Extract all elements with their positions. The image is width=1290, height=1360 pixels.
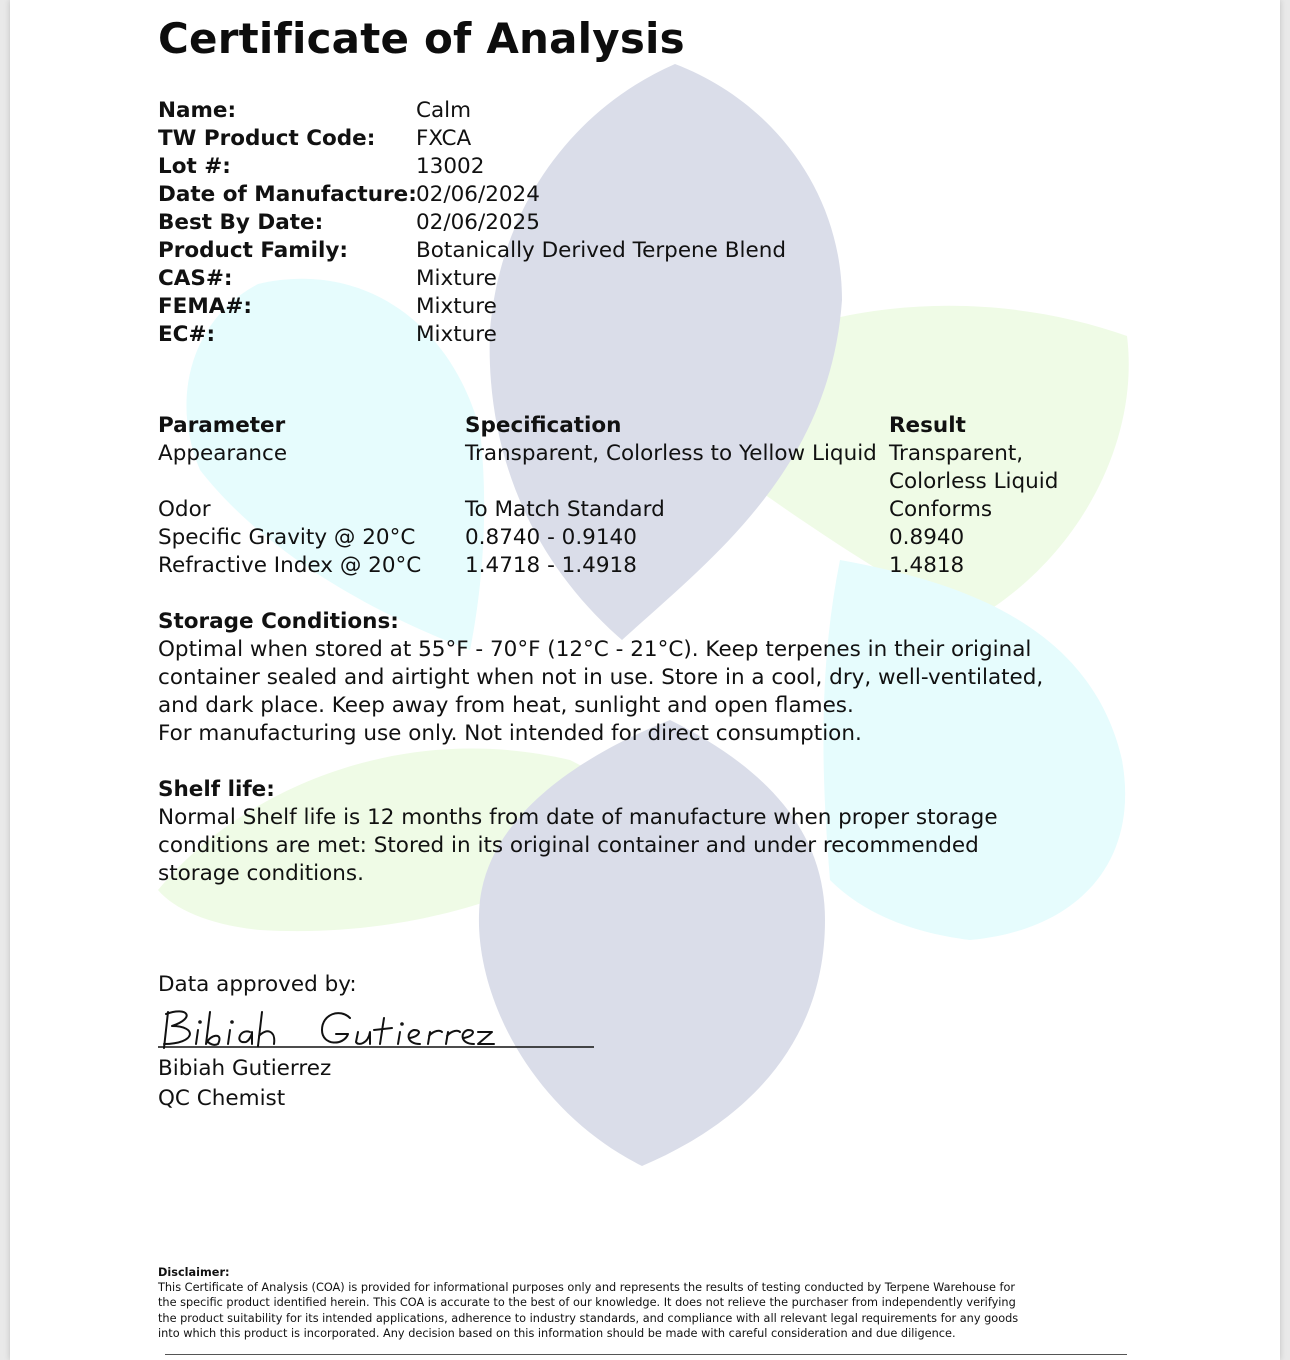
- info-row-product-code: [158, 125, 786, 153]
- cell-specification: 1.4718 - 1.4918: [465, 553, 637, 578]
- product-info-list: [158, 97, 786, 349]
- info-row-lot: [158, 153, 786, 181]
- info-row-fema: [158, 293, 786, 321]
- bottom-divider: [165, 1354, 1127, 1355]
- cell-result: Transparent, Colorless Liquid: [889, 441, 1059, 494]
- info-label: TW Product Code:: [158, 126, 376, 151]
- cell-parameter: Appearance: [158, 441, 288, 466]
- disclaimer-line: the specific product identified herein. This COA is accurate to the best of our knowledge. It does not relieve the purchaser from independently verifying: [158, 1296, 1016, 1310]
- table-row: [158, 524, 1089, 552]
- column-header-specification: Specification: [465, 413, 622, 438]
- signer-name: Bibiah Gutierrez: [158, 1056, 332, 1081]
- storage-line: Optimal when stored at 55°F - 70°F (12°C - 21°C). Keep terpenes in their original: [158, 637, 1032, 662]
- cell-parameter: Refractive Index @ 20°C: [158, 553, 422, 578]
- shelf-life-line: conditions are met: Stored in its original container and under recommended: [158, 833, 979, 858]
- info-value: Botanically Derived Terpene Blend: [416, 238, 786, 263]
- table-header-row: [158, 412, 1089, 440]
- storage-conditions-section: [158, 608, 1138, 748]
- info-value: 02/06/2024: [416, 182, 540, 207]
- info-label: Best By Date:: [158, 210, 324, 235]
- info-label: FEMA#:: [158, 294, 253, 319]
- info-value: Mixture: [416, 294, 497, 319]
- table-row: [158, 496, 1089, 524]
- info-value: FXCA: [416, 126, 472, 151]
- info-row-cas: [158, 265, 786, 293]
- info-label: Product Family:: [158, 238, 349, 263]
- approval-label: Data approved by:: [158, 972, 357, 997]
- cell-result: Conforms: [889, 497, 993, 522]
- info-label: EC#:: [158, 322, 216, 347]
- shelf-life-title: Shelf life:: [158, 777, 275, 802]
- info-row-manufacture-date: [158, 181, 786, 209]
- disclaimer-line: the product suitability for its intended applications, adherence to industry standards, and compliance with all relevant legal requirements for any goods: [158, 1311, 1019, 1325]
- cell-result: 1.4818: [889, 553, 965, 578]
- table-row: [158, 552, 1089, 580]
- info-value: 02/06/2025: [416, 210, 540, 235]
- cell-parameter: Specific Gravity @ 20°C: [158, 525, 416, 550]
- info-row-product-family: [158, 237, 786, 265]
- info-label: Lot #:: [158, 154, 231, 179]
- disclaimer-line: into which this product is incorporated. Any decision based on this information should be made with careful consideration and due diligence.: [158, 1326, 956, 1340]
- cell-specification: To Match Standard: [465, 497, 665, 522]
- info-value: Calm: [416, 98, 472, 123]
- info-row-best-by: [158, 209, 786, 237]
- disclaimer-title: Disclaimer:: [158, 1266, 230, 1279]
- storage-line: container sealed and airtight when not in use. Store in a cool, dry, well-ventilated,: [158, 665, 1044, 690]
- shelf-life-line: storage conditions.: [158, 861, 364, 886]
- cell-specification: Transparent, Colorless to Yellow Liquid: [465, 441, 877, 466]
- shelf-life-section: [158, 776, 1138, 888]
- document-content: [10, 0, 1280, 1360]
- info-value: 13002: [416, 154, 485, 179]
- disclaimer-line: This Certificate of Analysis (COA) is provided for informational purposes only and represents the results of testing conducted by Terpene Warehouse for: [158, 1281, 1016, 1295]
- signer-role: QC Chemist: [158, 1086, 286, 1111]
- info-value: Mixture: [416, 322, 497, 347]
- storage-line: and dark place. Keep away from heat, sunlight and open flames.: [158, 693, 854, 718]
- document-title: Certificate of Analysis: [158, 14, 685, 63]
- info-row-ec: [158, 321, 786, 349]
- info-row-name: [158, 97, 786, 125]
- shelf-life-line: Normal Shelf life is 12 months from date of manufacture when proper storage: [158, 805, 998, 830]
- document-page: [10, 0, 1280, 1360]
- cell-parameter: Odor: [158, 497, 211, 522]
- signer-block: [158, 1054, 331, 1114]
- column-header-parameter: Parameter: [158, 413, 286, 438]
- disclaimer-section: [158, 1265, 1130, 1341]
- info-value: Mixture: [416, 266, 497, 291]
- handwritten-signature: [158, 1004, 594, 1052]
- column-header-result: Result: [889, 413, 966, 438]
- info-label: Date of Manufacture:: [158, 182, 417, 207]
- cell-specification: 0.8740 - 0.9140: [465, 525, 637, 550]
- specification-table: [158, 412, 1089, 580]
- info-label: CAS#:: [158, 266, 233, 291]
- storage-line: For manufacturing use only. Not intended for direct consumption.: [158, 721, 862, 746]
- cell-result: 0.8940: [889, 525, 965, 550]
- table-row: [158, 440, 1089, 496]
- storage-conditions-title: Storage Conditions:: [158, 609, 399, 634]
- info-label: Name:: [158, 98, 237, 123]
